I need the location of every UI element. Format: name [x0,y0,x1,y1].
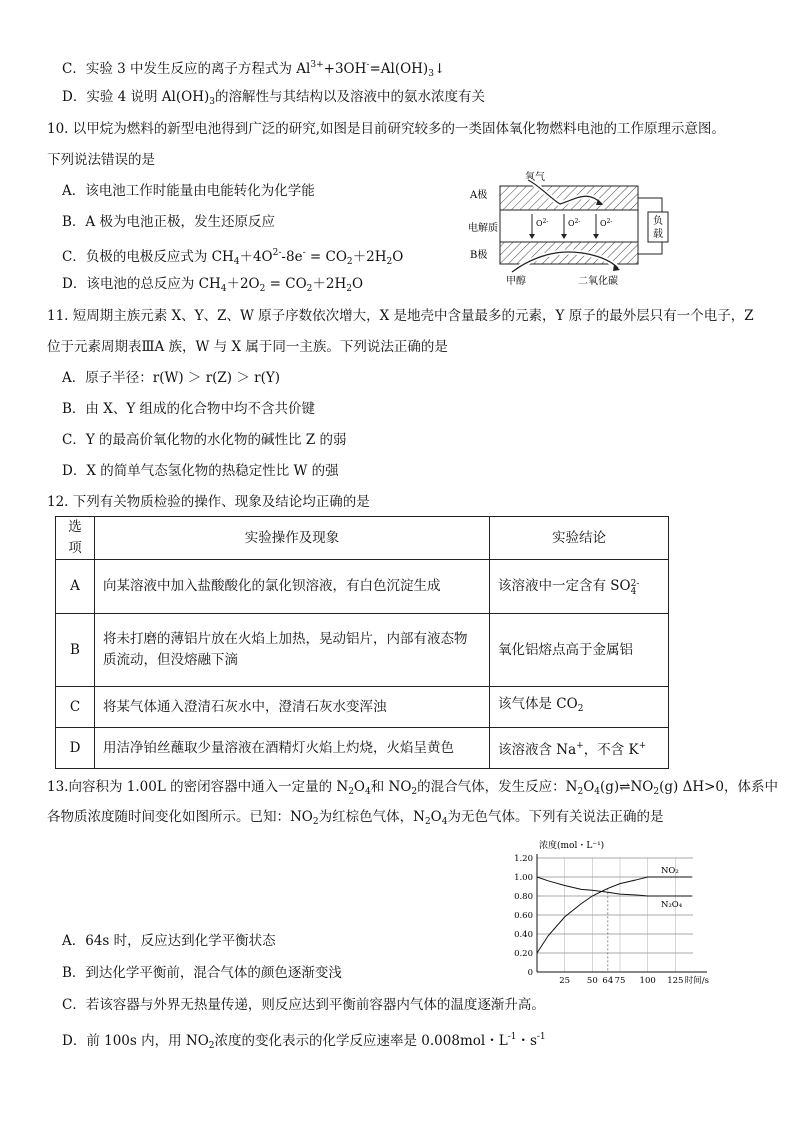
q11-stem-line1: 11. 短周期主族元素 X、Y、Z、W 原子序数依次增大，X 是地壳中含量最多的元素，Y 原子的最外层只有一个电子，Z [47,308,754,324]
y-tick-label: 0.80 [514,892,533,902]
q11-option-a: A．原子半径：r(W) ＞ r(Z) ＞ r(Y) [62,370,281,386]
q11-option-d: D．X 的简单气态氢化物的热稳定性比 W 的强 [62,463,339,479]
y-tick-label: 0.20 [514,949,533,959]
table-row: C 将某气体通入澄清石灰水中，澄清石灰水变浑浊 该气体是 $CO_2$ [56,687,669,728]
a-pole-label: A极 [470,190,488,201]
q13-option-b: B．到达化学平衡前，混合气体的颜色逐渐变浅 [62,965,342,981]
table-row: D 用洁净铂丝蘸取少量溶液在酒精灯火焰上灼烧，火焰呈黄色 该溶液含 Na+，不含 K+ [56,728,669,769]
co2-label: 二氧化碳 [578,276,618,287]
header-operation: 实验操作及现象 [95,517,490,560]
x-tick-label: 25 [559,976,571,986]
y-tick-label: 0.40 [514,930,533,940]
header-conclusion: 实验结论 [490,517,669,560]
b-pole-label: B极 [470,250,488,261]
q9-option-c: C．实验 3 中发生反应的离子方程式为 $Al^{3+}+3OH^-=Al(OH)_3↓$ [62,60,446,79]
x-axis-label: 时间/s [684,976,709,986]
electrolyte-label: 电解质 [468,223,498,234]
q12-stem: 12. 下列有关物质检验的操作、现象及结论均正确的是 [47,494,370,510]
q12-table [55,516,669,769]
q13-option-d: D．前 100s 内，用 $NO_2$浓度的变化表示的化学反应速率是 0.008mol・$L^{-1}$・$s^{-1}$ [62,1032,546,1051]
y-tick-label: 1.00 [514,873,533,883]
q11-option-c: C．Y 的最高价氧化物的水化物的碱性比 Z 的弱 [62,432,347,448]
x-tick-label: 50 [586,976,598,986]
q13-option-a: A．64s 时，反应达到化学平衡状态 [62,933,276,949]
x-tick-label: 125 [667,976,684,986]
series-label: N₂O₄ [660,900,683,910]
svg-text:O2-: $O^{2-}$ [536,218,549,228]
series-line-n2o4 [537,877,692,896]
q11-stem-line2: 位于元素周期表ⅢA 族，W 与 X 属于同一主族。下列说法正确的是 [47,339,448,355]
fuel-cell-diagram [468,168,678,288]
x-tick-label: 75 [614,976,626,986]
q10-stem-line2: 下列说法错误的是 [47,152,155,168]
q13-stem-line1: 13.向容积为 1.00L 的密闭容器中通入一定量的 $N_2O_4$和 $NO_2$的混合气体，发生反应：$N_2O_4(g)\rightleftharpoons NO_2(g)$ ΔH>0，体系中 [47,779,778,797]
table-row: B 将未打磨的薄铝片放在火焰上加热，晃动铝片，内部有液态物 质流动，但没熔融下滴 氧化铝熔点高于金属铝 [56,614,669,687]
series-label: NO₂ [660,866,679,876]
table-row: A 向某溶液中加入盐酸酸化的氯化钡溶液，有白色沉淀生成 该溶液中一定含有 SO2- 4 [56,560,669,614]
q10-option-b: B．A 极为电池正极，发生还原反应 [62,214,275,230]
table-header-row [56,517,669,560]
x-tick-label: 100 [639,976,656,986]
header-option: 选项 [56,517,95,560]
q11-option-b: B．由 X、Y 组成的化合物中均不含共价键 [62,401,316,417]
y-tick-label: 0.60 [514,911,533,921]
concentration-time-chart [505,838,720,988]
svg-text:O2-: $O^{2-}$ [600,218,613,228]
y-tick-label: 1.20 [514,854,533,864]
oxygen-label: 氧气 [525,172,545,183]
svg-text:载: 载 [653,229,663,240]
q13-option-c: C．若该容器与外界无热量传递，则反应达到平衡前容器内气体的温度逐渐升高。 [62,997,545,1013]
y-axis-label: 浓度(mol・L⁻¹) [539,841,605,851]
q10-option-d: D．该电池的总反应为 $CH_4+2O_2 = CO_2+2H_2O$ [62,276,364,294]
q9-option-d: D．实验 4 说明 $Al(OH)_3$的溶解性与其结构以及溶液中的氨水浓度有关 [62,89,485,107]
q10-stem-line1: 10. 以甲烷为燃料的新型电池得到广泛的研究,如图是目前研究较多的一类固体氧化物燃料电池的工作原理示意图。 [47,121,726,137]
a-electrode [500,186,638,210]
q10-option-c: C．负极的电极反应式为 $CH_4+4O^{2-}-8e^- = CO_2+2H_2O$ [62,248,404,267]
y-tick-label: 0 [527,968,533,978]
svg-text:O2-: $O^{2-}$ [568,218,581,228]
svg-text:负: 负 [653,216,663,227]
methanol-label: 甲醇 [506,276,526,287]
x-tick-label: 64 [602,976,614,986]
q10-option-a: A．该电池工作时能量由电能转化为化学能 [62,183,315,199]
q13-stem-line2: 各物质浓度随时间变化如图所示。已知：$NO_2$为红棕色气体，$N_2O_4$为无色气体。下列有关说法正确的是 [47,809,664,827]
